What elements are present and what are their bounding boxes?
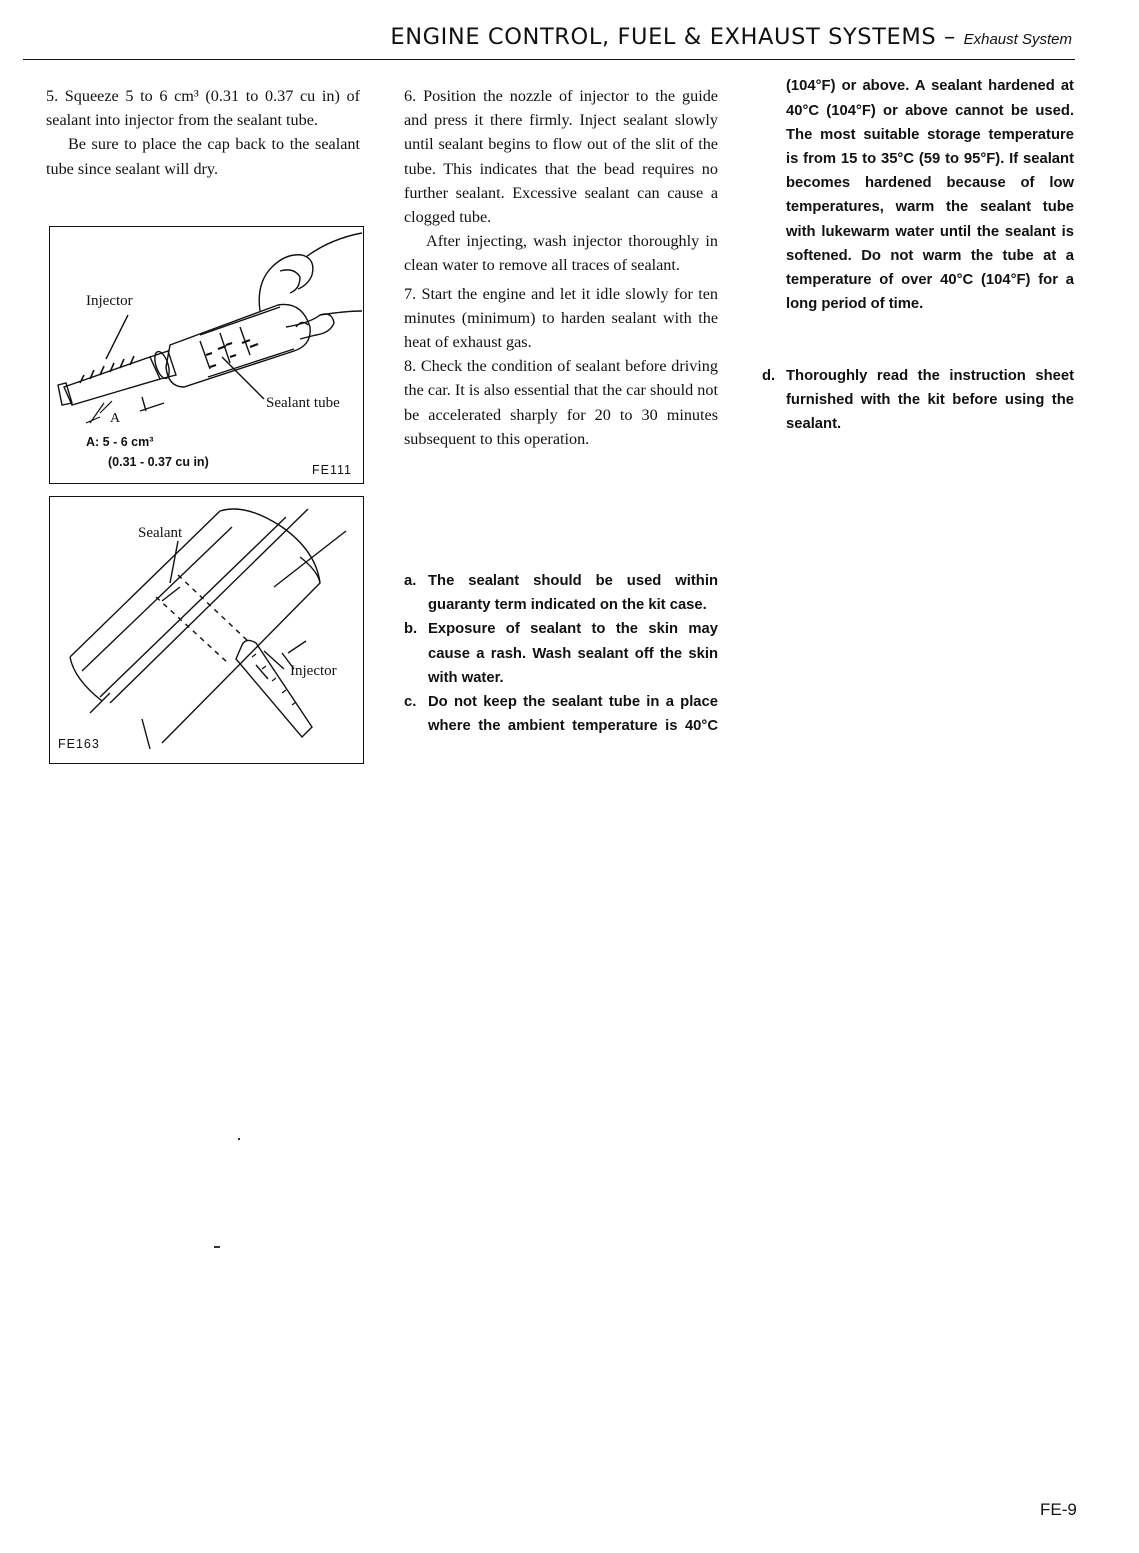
figure-code-2: FE163 <box>58 737 100 751</box>
header-title: ENGINE CONTROL, FUEL & EXHAUST SYSTEMS <box>390 24 937 50</box>
note-b-text: Exposure of sealant to the skin may cause a rash. Wash sealant off the skin with water. <box>428 621 718 686</box>
header-rule <box>23 59 1075 60</box>
figure-sealant-bead <box>49 496 364 764</box>
notes-list <box>404 569 718 738</box>
figure-injector-fill <box>49 226 364 484</box>
note-a-label: a. <box>404 573 417 589</box>
note-a-text: The sealant should be used within guaranty term indicated on the kit case. <box>428 573 718 614</box>
page-header <box>0 24 1072 50</box>
note-d-label: d. <box>762 368 776 384</box>
header-dash: – <box>936 24 964 50</box>
sealant-bead-illustration <box>50 497 363 763</box>
step-6-wash-note: After injecting, wash injector thoroughly in clean water to remove all traces of sealant. <box>404 232 718 275</box>
note-d-text: Thoroughly read the instruction sheet furnished with the kit before using the sealant. <box>786 368 1074 433</box>
legend-line-2: (0.31 - 0.37 cu in) <box>108 455 209 469</box>
step-5-text: 5. Squeeze 5 to 6 cm³ (0.31 to 0.37 cu in) of sealant into injector from the sealant tube. <box>46 87 360 130</box>
label-injector: Injector <box>86 293 133 309</box>
scan-speck <box>238 1138 240 1140</box>
page-number: FE-9 <box>1040 1500 1077 1519</box>
note-c-continued <box>762 74 1074 364</box>
legend-line-1: A: 5 - 6 cm³ <box>86 435 154 449</box>
label-sealant-tube: Sealant tube <box>266 395 340 411</box>
label-a: A <box>110 411 121 426</box>
step-7-text: 7. Start the engine and let it idle slowly for ten minutes (minimum) to harden sealant with the heat of exhaust gas. <box>404 284 718 352</box>
header-subtitle: Exhaust System <box>963 31 1072 48</box>
note-c-text-continued: (104°F) or above. A sealant hardened at 40°C (104°F) or above cannot be used. The most suitable storage temperature is from 15 to 35°C (59 to 95°F). If sealant becomes hardened because of low temperatures, warm the sealant tube with lukewarm water until the sealant is softened. Do not warm the tube at a temperature of over 40°C (104°F) for a long period of time. <box>786 78 1074 313</box>
note-b <box>404 617 718 690</box>
step-5 <box>46 84 360 181</box>
figure-code: FE111 <box>312 463 352 477</box>
label-sealant: Sealant <box>138 525 183 541</box>
note-b-label: b. <box>404 621 418 638</box>
steps-6-8 <box>404 84 718 451</box>
note-c-text: Do not keep the sealant tube in a place where the ambient temperature is 40°C <box>428 694 718 735</box>
notes-continued <box>762 74 1074 437</box>
note-c-label: c. <box>404 694 417 711</box>
label-injector-2: Injector <box>290 663 337 679</box>
scan-speck <box>214 1246 220 1248</box>
note-c <box>404 690 718 738</box>
note-a <box>404 569 718 617</box>
step-8-text: 8. Check the condition of sealant before driving the car. It is also essential that the car should not be accelerated sharply for 20 to 30 minutes subsequent to this operation. <box>404 357 718 448</box>
note-d <box>762 364 1074 437</box>
step-6-text: 6. Position the nozzle of injector to the guide and press it there firmly. Inject sealant slowly until sealant begins to flow out of the slit of the tube. This indicates that the bead requires no further sealant. Excessive sealant can cause a clogged tube. <box>404 87 718 227</box>
step-5-cap-note: Be sure to place the cap back to the sealant tube since sealant will dry. <box>46 135 360 178</box>
